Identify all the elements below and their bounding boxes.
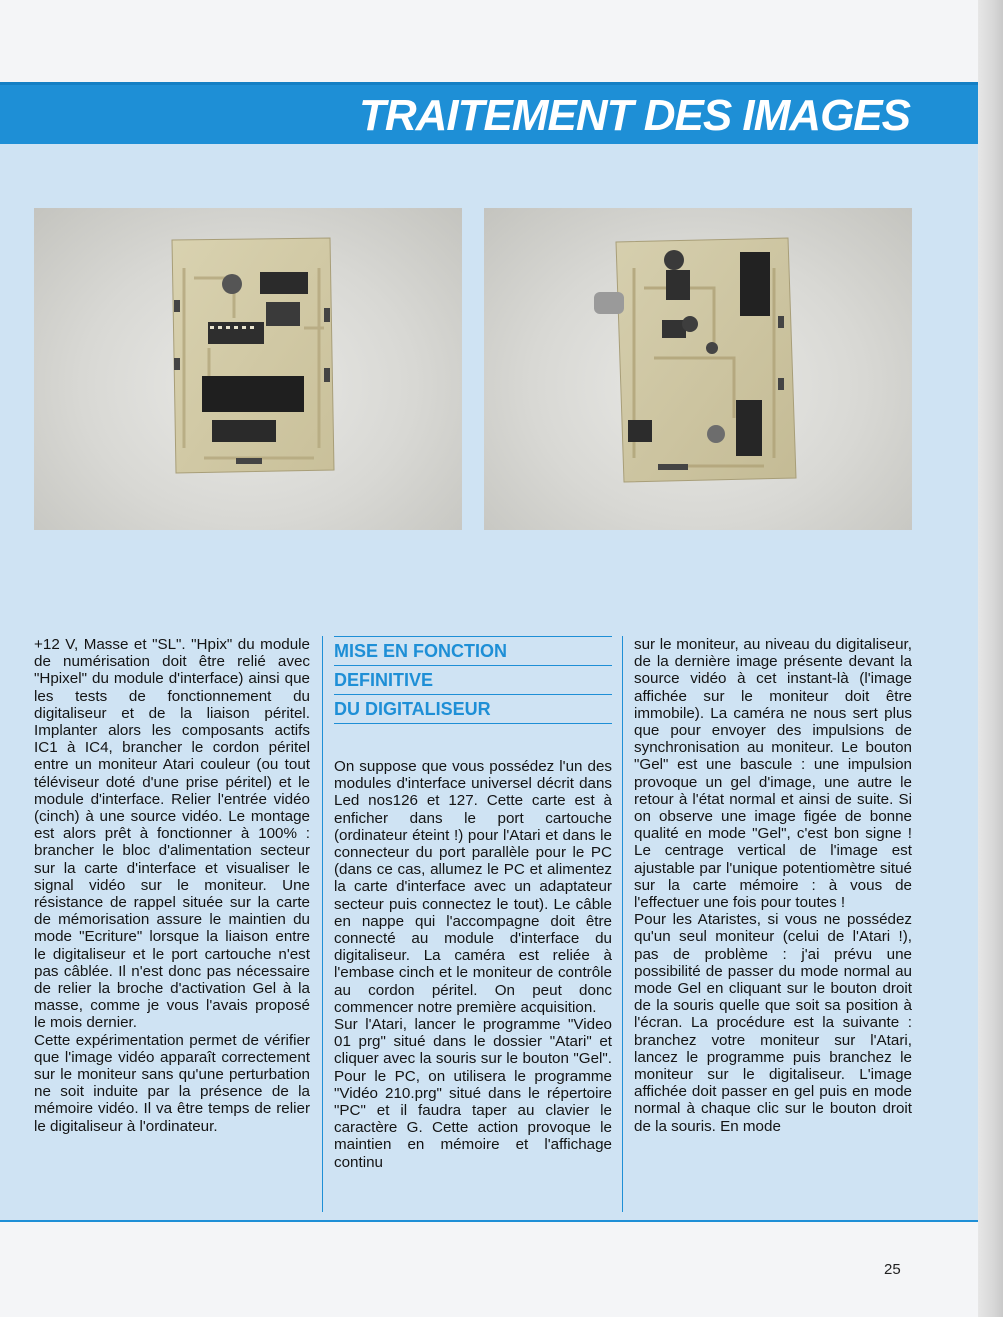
paragraph: On suppose que vous possédez l'un des modules d'interface universel décrit dans Led nos126 et 127. Cette carte est à enficher dans le port cartouche (ordinateur éteint !) pour l'Atari et dans le connecteur du port parallèle pour le PC (dans ce cas, allumez le PC et alimentez la carte d'interface avec un adaptateur secteur puis connectez le tout). Le câble en nappe qui l'accompagne doit être connecté au module d'interface du digitaliseur. La caméra est reliée à l'embase cinch et le moniteur de contrôle au cordon péritel. On peut donc commencer notre première acquisition. (334, 758, 612, 1016)
circuit-board-digitaliseur-icon (484, 208, 912, 530)
section-heading-line: DEFINITIVE (334, 666, 612, 695)
page-title: TRAITEMENT DES IMAGES (358, 91, 910, 140)
paragraph: Pour les Ataristes, si vous ne possédez qu'un seul moniteur (celui de l'Atari !), pas de problème : j'ai prévu une possibilité de passer du mode normal au mode Gel en cliquant sur le bouton droit de la souris quelle que soit sa position à l'écran. La procédure est la suivante : branchez votre moniteur sur l'Atari, lancez le programme puis branchez le moniteur sur le digitaliseur. L'image affichée doit passer en gel puis en mode normal à chaque clic sur le bouton droit de la souris. En mode (634, 911, 912, 1135)
column-divider (622, 636, 623, 1212)
circuit-board-photo-memorisation (34, 208, 462, 530)
header-bar (0, 82, 978, 144)
circuit-board-memorisation-icon (34, 208, 462, 530)
paragraph: +12 V, Masse et "SL". "Hpix" du module de numérisation doit être relié avec "Hpixel" du module d'interface) ainsi que les tests de fonctionnement du digitaliseur et de la liaison péritel. Implanter alors les composants actifs IC1 à IC4, brancher le cordon péritel entre un moniteur Atari couleur (ou tout téléviseur doté d'une prise péritel) et le module d'interface. Relier l'entrée vidéo (cinch) à une source vidéo. Le montage est alors prêt à fonctionner à 100% : brancher le bloc d'alimentation secteur sur la carte d'interface et visualiser le signal vidéo sur le moniteur. Une résistance de rappel située sur la carte de mémorisation assure le maintien du mode "Ecriture" lorsque la liaison entre le digitaliseur et le port cartouche n'est pas câblée. Il n'est donc pas nécessaire de relier la broche d'activation Gel à la masse, comme je vous l'avais proposé le mois dernier. (34, 636, 310, 1032)
paragraph: Sur l'Atari, lancer le programme "Video 01 prg" situé dans le dossier "Atari" et cliquer avec la souris sur le bouton "Gel". Pour le PC, on utilisera le programme "Vidéo 210.prg" situé dans le répertoire "PC" et il faudra taper au clavier le caractère G. Cette action provoque le maintien en mémoire et l'affichage continu (334, 1016, 612, 1171)
section-heading-line: DU DIGITALISEUR (334, 695, 612, 724)
paragraph: sur le moniteur, au niveau du digitaliseur, de la dernière image présente devant la source vidéo à cet instant-là (l'image affichée sur le moniteur doit être immobile). La caméra ne nous sert plus que pour envoyer des impulsions de synchronisation au moniteur. Le bouton "Gel" est une bascule : une impulsion provoque un gel d'image, une autre le retour à l'état normal et ainsi de suite. Si on observe une image figée de bonne qualité en mode "Gel", c'est bon signe ! Le centrage vertical de l'image est ajustable par l'unique potentiomètre situé sur la carte mémoire : à vous de l'effectuer une fois pour toutes ! (634, 636, 912, 912)
text-column-left (34, 636, 310, 1135)
section-heading (334, 636, 612, 724)
text-column-middle (334, 636, 612, 1171)
text-column-right (634, 636, 912, 1135)
bottom-margin (0, 1222, 978, 1317)
circuit-board-photo-digitaliseur (484, 208, 912, 530)
top-margin (0, 0, 1003, 82)
section-heading-line: MISE EN FONCTION (334, 637, 612, 666)
page-number: 25 (884, 1261, 901, 1278)
page-edge (978, 0, 1003, 1317)
column-divider (322, 636, 323, 1212)
paragraph: Cette expérimentation permet de vérifier que l'image vidéo apparaît correctement sur le moniteur sans qu'une perturbation ne soit induite par la présence de la mémoire vidéo. Il va être temps de relier le digitaliseur à l'ordinateur. (34, 1031, 310, 1135)
